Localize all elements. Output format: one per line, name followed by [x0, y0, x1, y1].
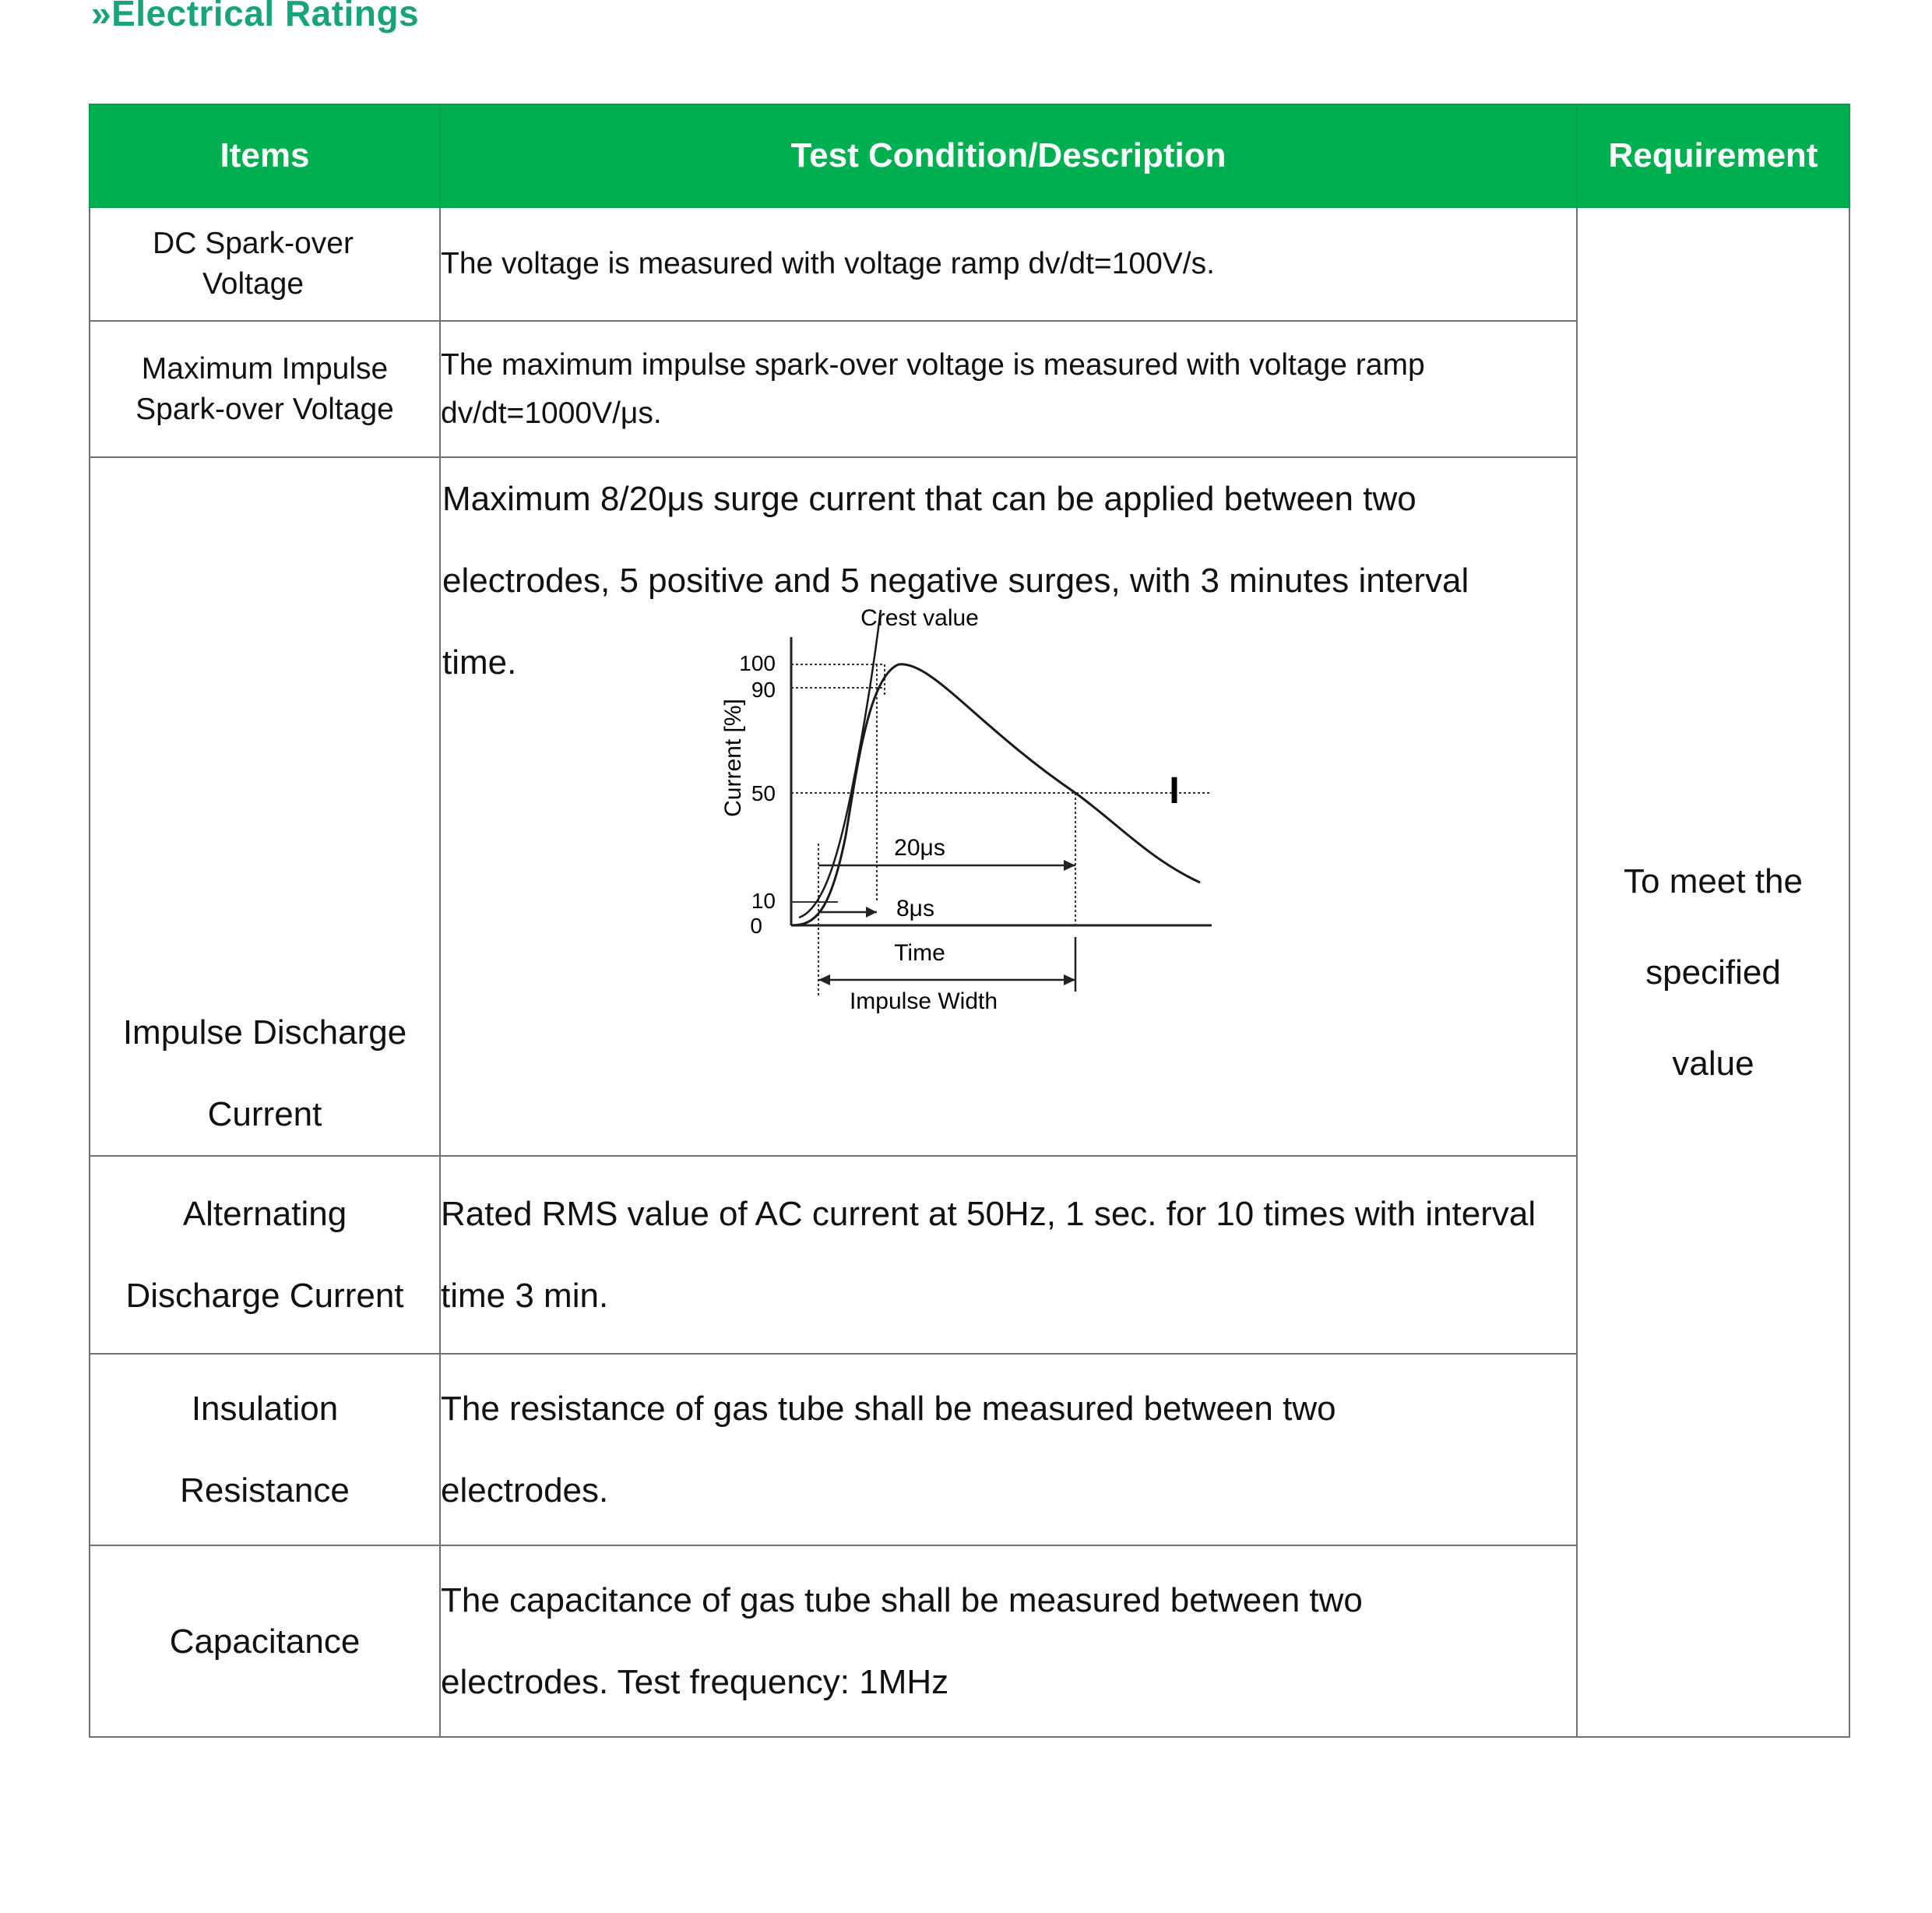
table-header-row [90, 104, 1849, 207]
crest-value-label: Crest value [860, 605, 979, 631]
table-row [90, 207, 1849, 321]
current-marker-label: I [1169, 770, 1180, 812]
insulation-item-label: Insulation Resistance [180, 1390, 350, 1510]
row-item-capacitance: Capacitance [90, 1545, 440, 1737]
header-requirement: Requirement [1577, 104, 1849, 207]
tick-50: 50 [751, 781, 776, 805]
arrow-width-right-head [1064, 974, 1075, 985]
arrow-8us-head [866, 907, 877, 918]
label-8us: 8μs [896, 896, 934, 921]
x-axis-label: Time [894, 940, 945, 966]
header-items: Items [90, 104, 440, 207]
tick-90: 90 [751, 678, 776, 702]
row-item-impulse-discharge [90, 457, 440, 1156]
impulse-description: Maximum 8/20μs surge current that can be applied between two electrodes, 5 positive and 5 negative surges, with 3 minutes interval time. [442, 480, 1469, 682]
tick-10: 10 [751, 889, 776, 913]
header-test-condition: Test Condition/Description [440, 104, 1577, 207]
row-desc-impulse-discharge [440, 457, 1577, 1156]
waveform-curve [791, 664, 1200, 925]
alternating-item-label: Alternating Discharge Current [125, 1195, 404, 1315]
impulse-width-label: Impulse Width [849, 988, 998, 1014]
requirement-cell [1577, 207, 1849, 1737]
section-title: »Electrical Ratings [91, 0, 420, 33]
label-20us: 20μs [894, 835, 945, 861]
row-desc-dc-spark-over: The voltage is measured with voltage ramp dv/dt=100V/s. [440, 207, 1577, 321]
electrical-ratings-table [89, 104, 1850, 1738]
front-tangent-curve [799, 610, 881, 918]
impulse-item-label: Impulse Discharge Current [122, 1013, 407, 1133]
tick-100: 100 [739, 651, 776, 675]
row-item-insulation-resistance [90, 1354, 440, 1545]
tick-0: 0 [750, 914, 762, 938]
arrow-20us-head [1064, 860, 1075, 871]
row-item-max-impulse: Maximum Impulse Spark-over Voltage [90, 321, 440, 457]
row-desc-max-impulse: The maximum impulse spark-over voltage is measured with voltage ramp dv/dt=1000V/μs. [440, 321, 1577, 457]
row-item-dc-spark-over: DC Spark-over Voltage [90, 207, 440, 321]
row-item-alternating-discharge [90, 1156, 440, 1354]
row-desc-insulation-resistance: The resistance of gas tube shall be measured between two electrodes. [440, 1354, 1577, 1545]
row-desc-alternating-discharge: Rated RMS value of AC current at 50Hz, 1 sec. for 10 times with interval time 3 min. [440, 1156, 1577, 1354]
y-axis-label: Current [%] [720, 699, 746, 817]
requirement-text: To meet the specified value [1624, 861, 1803, 1083]
row-desc-capacitance: The capacitance of gas tube shall be measured between two electrodes. Test frequency: 1MHz [440, 1545, 1577, 1737]
arrow-width-left-head [818, 974, 830, 985]
impulse-waveform-diagram [651, 602, 1258, 1038]
